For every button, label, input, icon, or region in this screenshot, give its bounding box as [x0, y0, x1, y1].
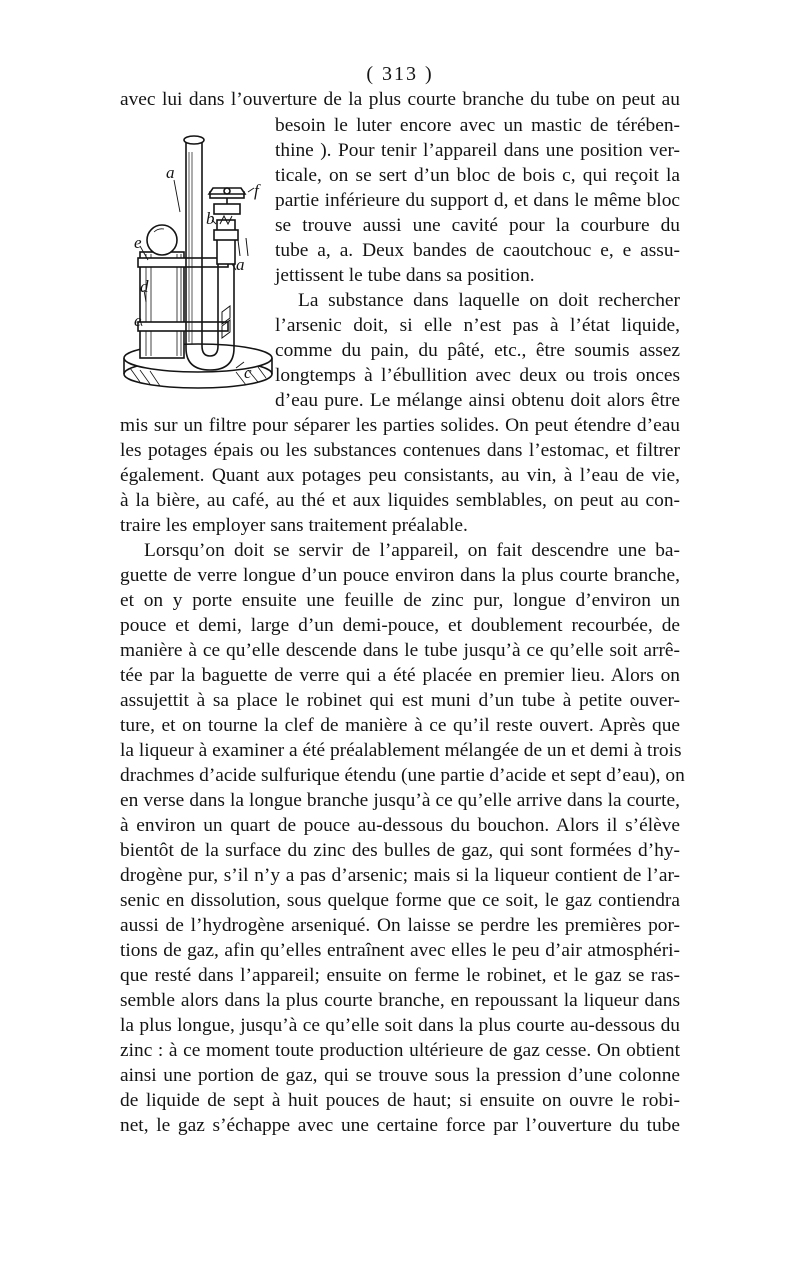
- figure-label-a: a: [166, 163, 175, 182]
- text-line: en verse dans la longue branche jusqu’à ce qu’elle arrive dans la courte,: [120, 790, 680, 811]
- apparatus-figure: [118, 112, 278, 397]
- text-line: besoin le luter encore avec un mastic de térében-: [275, 115, 680, 136]
- figure-label-d: d: [140, 277, 149, 296]
- text-line: à environ un quart de pouce au-dessous du bouchon. Alors il s’élève: [120, 815, 680, 836]
- text-line: l’arsenic doit, si elle n’est pas à l’état liquide,: [275, 315, 680, 336]
- text-line: tée par la baguette de verre qui a été placée en premier lieu. Alors on: [120, 665, 680, 686]
- text-line: à la bière, au café, au thé et aux liquides semblables, on peut au con-: [120, 490, 680, 511]
- text-line: Lorsqu’on doit se servir de l’appareil, on fait descendre une ba-: [144, 540, 680, 561]
- text-line: avec lui dans l’ouverture de la plus courte branche du tube on peut au: [120, 89, 680, 110]
- text-line: tions de gaz, afin qu’elles entraînent avec elles le peu d’air atmosphéri-: [120, 940, 680, 961]
- figure-label-c: c: [244, 363, 252, 382]
- text-line: la plus longue, jusqu’à ce qu’elle soit dans la plus courte au-dessous du: [120, 1015, 680, 1036]
- text-line: senic en dissolution, sous quelque forme que ce soit, le gaz contiendra: [120, 890, 680, 911]
- text-line: également. Quant aux potages peu consistants, au vin, à l’eau de vie,: [120, 465, 680, 486]
- text-line: mis sur un filtre pour séparer les parties solides. On peut étendre d’eau: [120, 415, 680, 436]
- text-line: comme du pain, du pâté, etc., être soumis assez: [275, 340, 680, 361]
- text-line: assujettit à sa place le robinet qui est muni d’un tube à petite ouver-: [120, 690, 680, 711]
- text-line: de liquide de sept à huit pouces de haut; si ensuite on ouvre le robi-: [120, 1090, 680, 1111]
- text-line: ticale, on se sert d’un bloc de bois c, qui reçoit la: [275, 165, 680, 186]
- text-line: guette de verre longue d’un pouce environ dans la plus courte branche,: [120, 565, 680, 586]
- text-line: partie inférieure du support d, et dans le même bloc: [275, 190, 680, 211]
- text-line: ture, et on tourne la clef de manière à ce qu’il reste ouvert. Après que: [120, 715, 680, 736]
- text-line: traire les employer sans traitement préalable.: [120, 515, 468, 536]
- text-line: pouce et demi, large d’un demi-pouce, et doublement recourbée, de: [120, 615, 680, 636]
- text-line: semble alors dans la plus courte branche, en repoussant la liqueur dans: [120, 990, 680, 1011]
- text-line: manière à ce qu’elle descende dans le tube jusqu’à ce qu’elle soit arrê-: [120, 640, 680, 661]
- text-line: ainsi une portion de gaz, qui se trouve sous la pression d’une colonne: [120, 1065, 680, 1086]
- text-line: drachmes d’acide sulfurique étendu (une partie d’acide et sept d’eau), on: [120, 765, 685, 786]
- page-number: ( 313 ): [366, 63, 434, 85]
- apparatus-illustration: [118, 112, 278, 397]
- figure-label-a-small: a: [236, 255, 245, 274]
- text-line: bientôt de la surface du zinc des bulles de gaz, qui sont formées d’hy-: [120, 840, 680, 861]
- text-line: se trouve aussi une cavité pour la courbure du: [275, 215, 680, 236]
- text-line: d’eau pure. Le mélange ainsi obtenu doit alors être: [275, 390, 680, 411]
- text-line: La substance dans laquelle on doit rechercher: [298, 290, 680, 311]
- figure-label-b: b: [206, 209, 215, 228]
- figure-label-f: f: [254, 181, 259, 200]
- text-line: net, le gaz s’échappe avec une certaine force par l’ouverture du tube: [120, 1115, 680, 1136]
- text-line: thine ). Pour tenir l’appareil dans une position ver-: [275, 140, 680, 161]
- text-line: que resté dans l’appareil; ensuite on ferme le robinet, et le gaz se ras-: [120, 965, 680, 986]
- text-line: la liqueur à examiner a été préalablement mélangée de un et demi à trois: [120, 740, 682, 761]
- text-line: drogène pur, s’il n’y a pas d’arsenic; mais si la liqueur contient de l’ar-: [120, 865, 680, 886]
- text-line: les potages épais ou les substances contenues dans l’estomac, et filtrer: [120, 440, 680, 461]
- text-line: jettissent le tube dans sa position.: [275, 265, 535, 286]
- figure-label-e-lower: e: [134, 311, 142, 330]
- text-line: et on y porte ensuite une feuille de zinc pur, longue d’environ un: [120, 590, 680, 611]
- text-line: aussi de l’hydrogène arseniqué. On laisse se perdre les premières por-: [120, 915, 680, 936]
- text-line: tube a, a. Deux bandes de caoutchouc e, e assu-: [275, 240, 680, 261]
- figure-label-e-upper: e: [134, 233, 142, 252]
- text-line: longtemps à l’ébullition avec deux ou trois onces: [275, 365, 680, 386]
- text-line: zinc : à ce moment toute production ultérieure de gaz cesse. On obtient: [120, 1040, 680, 1061]
